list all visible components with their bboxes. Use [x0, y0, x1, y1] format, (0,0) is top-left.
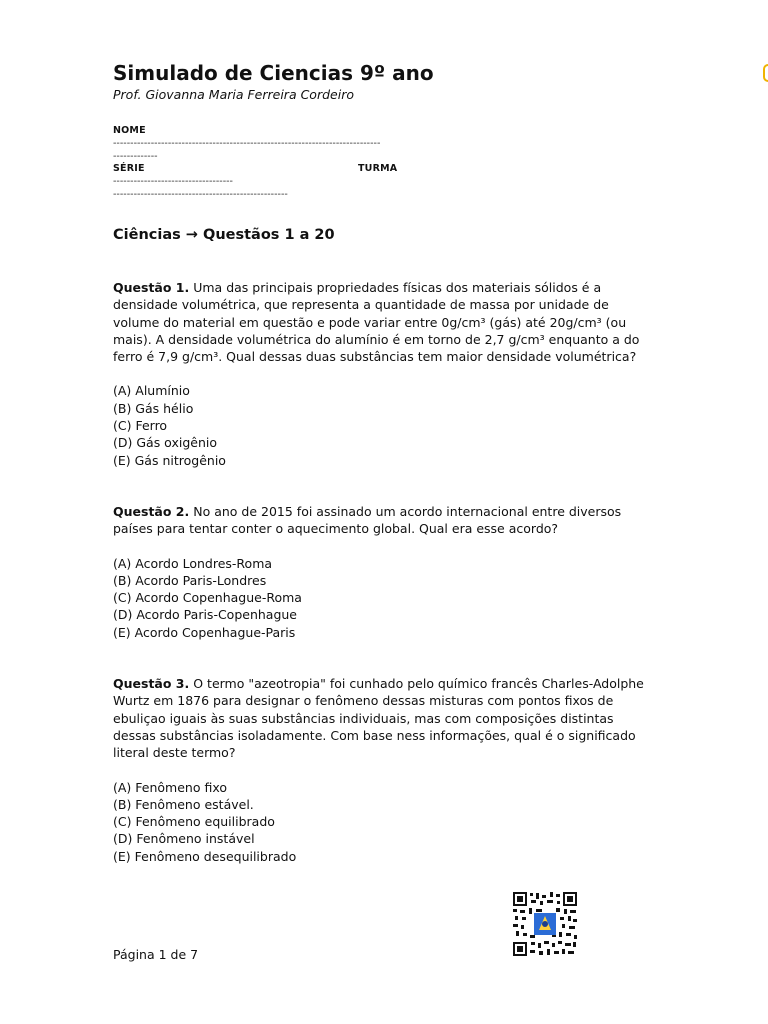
bookmark-tab-icon[interactable]	[763, 64, 768, 82]
question-1	[113, 279, 653, 365]
answer-option: (B) Gás hélio	[113, 400, 194, 416]
author-line: Prof. Giovanna Maria Ferreira Cordeiro	[113, 87, 354, 102]
answer-option: (C) Ferro	[113, 418, 168, 434]
section-heading: Ciências → Questãos 1 a 20	[113, 227, 335, 243]
name-field-block	[113, 125, 653, 163]
answer-option: (D) Fenômeno instável	[113, 831, 255, 847]
question-text: O termo "azeotropia" foi cunhado pelo químico francês Charles-Adolphe Wurtz em 1876 para designar o fenômeno dessas misturas com pontos fixos de ebuliçao iguais às suas substâncias individuais, mas com composições distintas dessas substâncias isoladamente. Com base ness informações, qual é o significado literal deste termo?	[113, 676, 644, 761]
answer-option: (C) Fenômeno equilibrado	[113, 814, 275, 830]
serie-turma-block	[113, 163, 653, 201]
question-2	[113, 503, 653, 538]
questions-list	[113, 279, 653, 865]
question-text: Uma das principais propriedades físicas dos materiais sólidos é a densidade volumétrica, que representa a quantidade de massa por unidade de volume do material em questão e pode variar entre 0g/cm³ (gás) até 20g/cm³ (ou mais). A densidade volumétrica do alumínio é em torno de 2,7 g/cm³ enquanto a do ferro é 7,9 g/cm³. Qual dessas duas substâncias tem maior densidade volumétrica?	[113, 280, 640, 365]
question-text: No ano de 2015 foi assinado um acordo internacional entre diversos países para tentar conter o aquecimento global. Qual era esse acordo?	[113, 503, 622, 537]
answer-options	[113, 555, 653, 641]
answer-option: (A) Alumínio	[113, 383, 190, 399]
name-label: NOME	[113, 125, 146, 136]
name-line-1: ------------------------------------------------------------------------------	[113, 138, 381, 149]
page-content	[113, 60, 653, 865]
question-label: Questão 3.	[113, 676, 190, 692]
name-line-2: -------------	[113, 151, 158, 162]
turma-line: ---------------------------------------------------	[113, 189, 288, 200]
answer-option: (A) Acordo Londres-Roma	[113, 555, 273, 571]
page-number: Página 1 de 7	[113, 947, 199, 962]
turma-label: TURMA	[358, 163, 398, 174]
answer-option: (A) Fenômeno fixo	[113, 779, 227, 795]
answer-option: (D) Acordo Paris-Copenhague	[113, 607, 298, 623]
qr-code-icon	[512, 891, 578, 957]
answer-options	[113, 382, 653, 468]
serie-line: -----------------------------------	[113, 176, 233, 187]
answer-option: (B) Fenômeno estável.	[113, 796, 254, 812]
serie-turma-labels	[113, 163, 653, 175]
answer-option: (E) Acordo Copenhague-Paris	[113, 624, 296, 640]
question-label: Questão 1.	[113, 280, 190, 295]
answer-option: (C) Acordo Copenhague-Roma	[113, 590, 302, 606]
answer-option: (E) Fenômeno desequilibrado	[113, 848, 297, 864]
question-label: Questão 2.	[113, 503, 190, 519]
answer-option: (D) Gás oxigênio	[113, 435, 217, 451]
serie-label: SÉRIE	[113, 163, 145, 174]
page-title: Simulado de Ciencias 9º ano	[113, 61, 434, 85]
answer-option: (E) Gás nitrogênio	[113, 452, 226, 468]
question-3	[113, 675, 653, 761]
answer-option: (B) Acordo Paris-Londres	[113, 572, 267, 588]
answer-options	[113, 779, 653, 865]
